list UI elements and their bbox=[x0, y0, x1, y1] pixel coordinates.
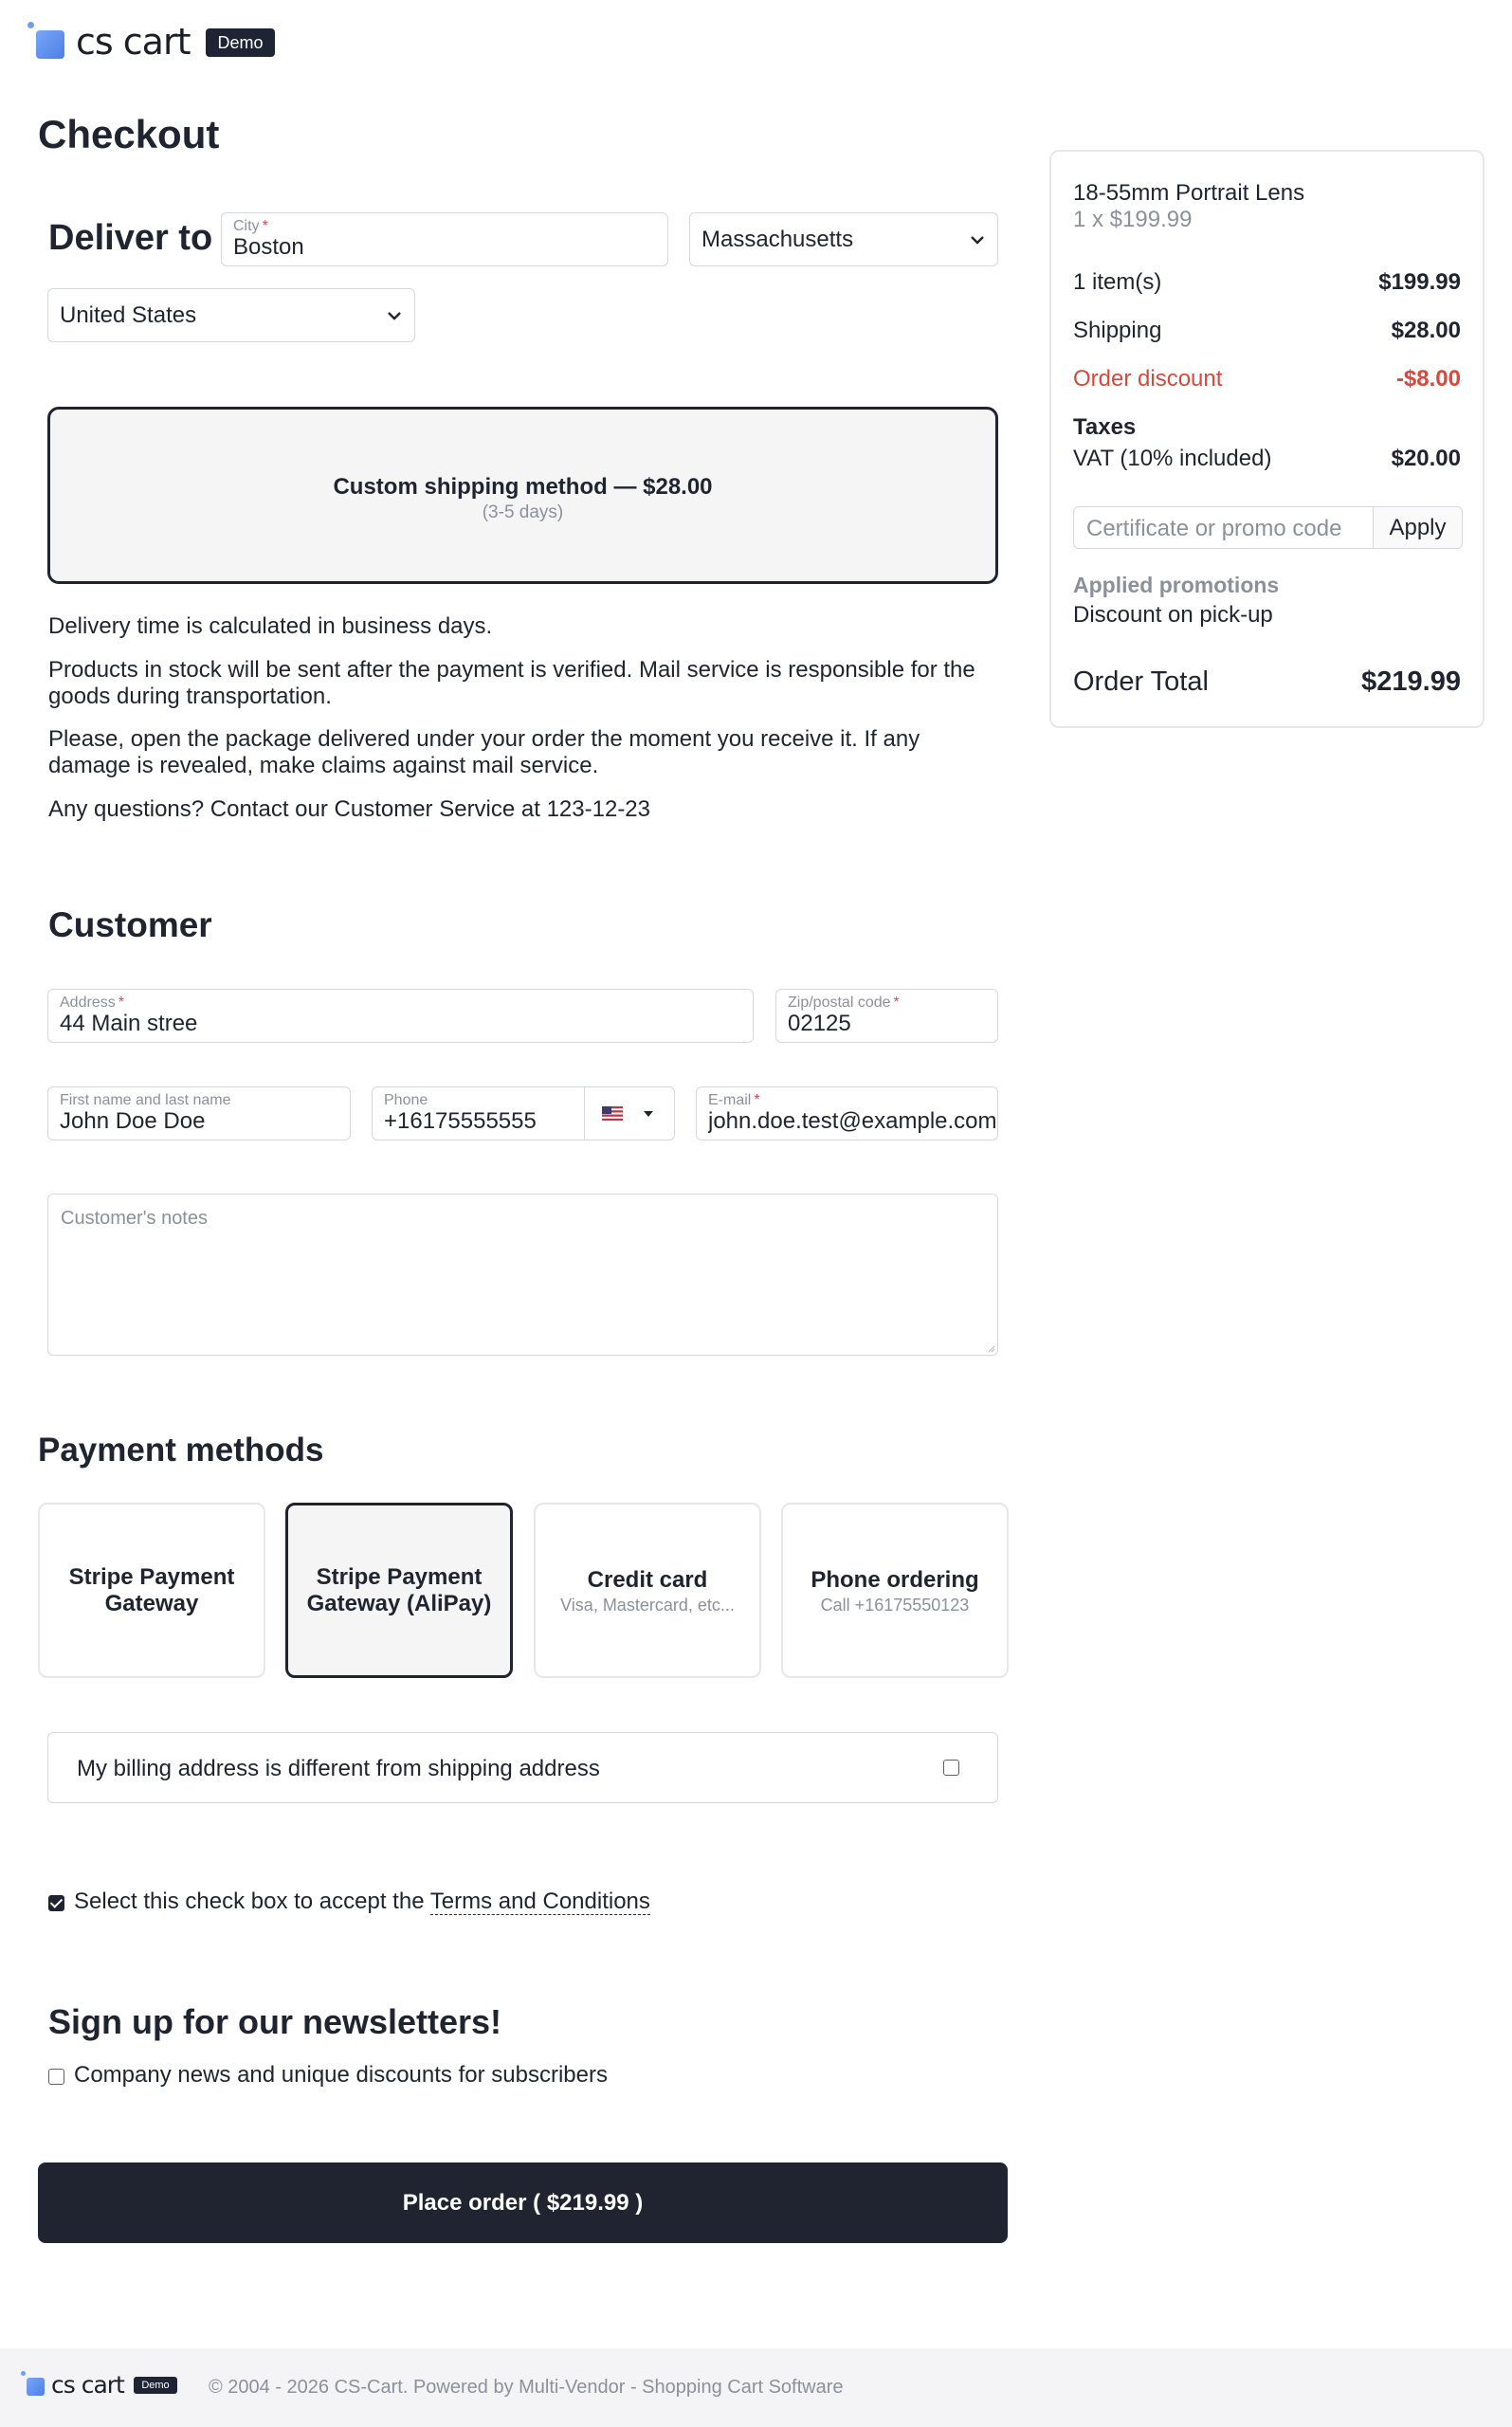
payment-method-stripe[interactable] bbox=[38, 1503, 265, 1678]
city-value: Boston bbox=[233, 234, 304, 260]
items-label: 1 item(s) bbox=[1073, 269, 1162, 295]
caret-down-icon bbox=[644, 1111, 653, 1117]
shipping-method-card[interactable] bbox=[47, 407, 998, 584]
shipping-method-title: Custom shipping method — $28.00 bbox=[333, 474, 713, 500]
taxes-label: Taxes bbox=[1073, 414, 1137, 440]
customer-notes-placeholder: Customer's notes bbox=[61, 1208, 208, 1229]
terms-text bbox=[74, 1889, 650, 1915]
zip-value: 02125 bbox=[788, 1011, 851, 1036]
order-total-value: $219.99 bbox=[1361, 666, 1461, 697]
email-value: john.doe.test@example.com bbox=[708, 1108, 997, 1134]
state-value: Massachusetts bbox=[701, 226, 854, 252]
address-label: Address * bbox=[60, 995, 124, 1011]
footer-logo[interactable] bbox=[21, 2371, 182, 2400]
payment-method-subtitle: Visa, Mastercard, etc... bbox=[560, 1596, 735, 1615]
delivery-info-3: Please, open the package delivered under your order the moment you receive it. If any damage is revealed, make claims against mail service. bbox=[48, 726, 920, 778]
logo-dot bbox=[21, 2371, 26, 2376]
payment-method-phone-ordering[interactable] bbox=[781, 1503, 1009, 1678]
email-field[interactable] bbox=[696, 1086, 998, 1141]
newsletter-title: Sign up for our newsletters! bbox=[48, 2002, 502, 2041]
payment-method-subtitle: Call +16175550123 bbox=[820, 1596, 970, 1615]
customer-title: Customer bbox=[48, 905, 212, 944]
phone-value: +16175555555 bbox=[384, 1108, 537, 1134]
promotion-name: Discount on pick-up bbox=[1073, 602, 1273, 628]
discount-label: Order discount bbox=[1073, 366, 1223, 392]
city-field[interactable] bbox=[221, 212, 668, 266]
vat-value: $20.00 bbox=[1391, 446, 1461, 471]
country-value: United States bbox=[60, 301, 197, 328]
logo-square-icon bbox=[27, 2378, 45, 2396]
shipping-label: Shipping bbox=[1073, 318, 1162, 343]
address-field[interactable] bbox=[47, 989, 754, 1043]
order-summary bbox=[1049, 150, 1485, 728]
footer-logo-text: cs cart bbox=[51, 2371, 124, 2399]
deliver-to-title: Deliver to bbox=[48, 218, 213, 258]
vat-label: VAT (10% included) bbox=[1073, 446, 1272, 471]
product-name[interactable]: 18-55mm Portrait Lens bbox=[1073, 180, 1305, 206]
payment-method-title: Phone ordering bbox=[811, 1567, 979, 1593]
name-value: John Doe Doe bbox=[60, 1108, 206, 1134]
terms-prefix: Select this check box to accept the bbox=[74, 1889, 430, 1914]
header-logo[interactable] bbox=[27, 21, 282, 64]
us-flag-icon bbox=[602, 1106, 623, 1121]
shipping-method-duration: (3-5 days) bbox=[482, 502, 564, 522]
payment-method-title: Stripe Payment Gateway (AliPay) bbox=[306, 1564, 492, 1616]
phone-field[interactable] bbox=[372, 1086, 675, 1141]
zip-field[interactable] bbox=[775, 989, 998, 1043]
chevron-down-icon bbox=[388, 311, 401, 320]
order-total-label: Order Total bbox=[1073, 666, 1209, 697]
delivery-info-1: Delivery time is calculated in business days. bbox=[48, 613, 493, 639]
terms-link[interactable]: Terms and Conditions bbox=[429, 1889, 650, 1914]
applied-promotions-label: Applied promotions bbox=[1073, 573, 1280, 597]
logo-square-icon bbox=[36, 30, 64, 59]
address-value: 44 Main stree bbox=[60, 1011, 198, 1036]
phone-label: Phone bbox=[384, 1092, 428, 1108]
footer-demo-badge: Demo bbox=[134, 2377, 177, 2394]
payment-method-stripe-alipay[interactable] bbox=[285, 1503, 513, 1678]
demo-badge: Demo bbox=[206, 28, 275, 57]
discount-value: -$8.00 bbox=[1395, 366, 1461, 392]
promo-code-input[interactable] bbox=[1073, 506, 1463, 549]
place-order-button[interactable]: Place order ( $219.99 ) bbox=[38, 2162, 1008, 2243]
phone-country-selector[interactable] bbox=[584, 1087, 675, 1140]
footer bbox=[0, 2348, 1512, 2427]
logo-text: cs cart bbox=[76, 21, 191, 63]
payment-method-credit-card[interactable] bbox=[534, 1503, 761, 1678]
delivery-info-2: Products in stock will be sent after the payment is verified. Mail service is responsible for the goods during transportation. bbox=[48, 657, 975, 709]
email-label: E-mail * bbox=[708, 1092, 760, 1108]
payment-method-title: Credit card bbox=[587, 1567, 708, 1593]
items-value: $199.99 bbox=[1378, 269, 1461, 295]
billing-different-checkbox[interactable] bbox=[943, 1760, 959, 1776]
page-title: Checkout bbox=[38, 112, 220, 156]
city-label: City * bbox=[233, 218, 268, 234]
chevron-down-icon bbox=[971, 235, 984, 245]
name-field[interactable] bbox=[47, 1086, 351, 1141]
newsletter-option-label: Company news and unique discounts for subscribers bbox=[74, 2062, 608, 2088]
name-label: First name and last name bbox=[60, 1092, 231, 1108]
zip-label: Zip/postal code * bbox=[788, 995, 900, 1011]
billing-different-toggle[interactable] bbox=[47, 1732, 998, 1803]
resize-handle-icon[interactable] bbox=[986, 1343, 995, 1353]
apply-promo-button[interactable]: Apply bbox=[1373, 507, 1462, 548]
state-select[interactable] bbox=[689, 212, 998, 266]
delivery-info-4: Any questions? Contact our Customer Service at 123-12-23 bbox=[48, 796, 651, 822]
country-select[interactable] bbox=[47, 288, 415, 342]
footer-copyright: © 2004 - 2026 CS-Cart. Powered by Multi-Vendor - Shopping Cart Software bbox=[209, 2377, 844, 2398]
product-qty-price: 1 x $199.99 bbox=[1073, 207, 1193, 232]
promo-code-placeholder: Certificate or promo code bbox=[1086, 516, 1342, 541]
billing-different-label: My billing address is different from shipping address bbox=[77, 1756, 600, 1781]
customer-notes-textarea[interactable] bbox=[47, 1194, 998, 1356]
terms-checkbox[interactable] bbox=[48, 1895, 64, 1911]
logo-dot bbox=[27, 22, 34, 28]
shipping-value: $28.00 bbox=[1391, 318, 1461, 343]
payment-methods-title: Payment methods bbox=[38, 1432, 324, 1469]
newsletter-checkbox[interactable] bbox=[48, 2069, 64, 2085]
payment-method-title: Stripe Payment Gateway bbox=[68, 1564, 235, 1616]
